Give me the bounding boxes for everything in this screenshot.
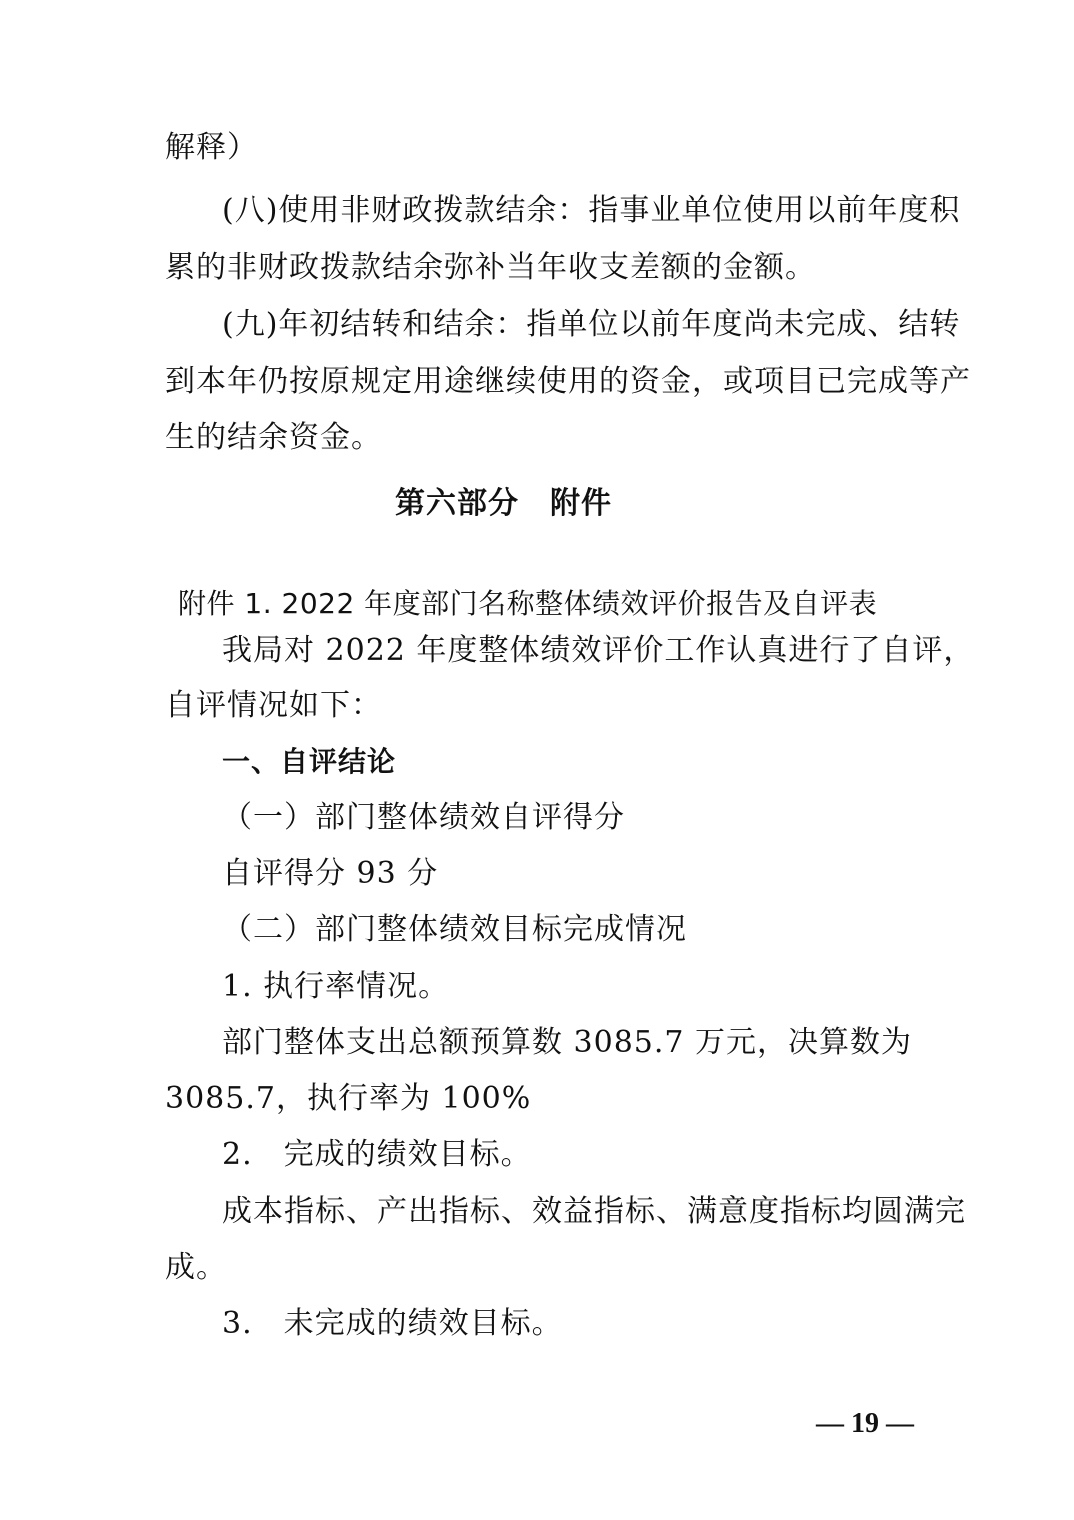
attachment-title: 附件 1. 2022 年度部门名称整体绩效评价报告及自评表 — [178, 587, 878, 620]
paragraph-line: 3. 未完成的绩效目标。 — [222, 1306, 563, 1341]
section-title: 第六部分 附件 — [395, 486, 612, 521]
paragraph-line: 1. 执行率情况。 — [222, 969, 450, 1004]
section-heading: 一、自评结论 — [222, 745, 397, 778]
paragraph-line: (八)使用非财政拨款结余：指事业单位使用以前年度积 — [222, 193, 961, 228]
page-number: — 19 — — [816, 1408, 914, 1439]
paragraph-line: （一）部门整体绩效自评得分 — [222, 800, 625, 835]
paragraph-line: 2. 完成的绩效目标。 — [222, 1137, 532, 1172]
paragraph-line: 到本年仍按原规定用途继续使用的资金，或项目已完成等产 — [165, 364, 971, 399]
paragraph-line: 成本指标、产出指标、效益指标、满意度指标均圆满完 — [222, 1194, 966, 1229]
paragraph-line: （二）部门整体绩效目标完成情况 — [222, 912, 687, 947]
paragraph-line: 生的结余资金。 — [165, 420, 382, 455]
paragraph-line: 累的非财政拨款结余弥补当年收支差额的金额。 — [165, 250, 816, 285]
paragraph-line: 自评得分 93 分 — [222, 856, 439, 891]
paragraph-line: 成。 — [165, 1250, 227, 1285]
paragraph-line: 3085.7，执行率为 100% — [165, 1081, 532, 1116]
paragraph-line: 自评情况如下： — [165, 688, 382, 723]
paragraph-line: 我局对 2022 年度整体绩效评价工作认真进行了自评， — [222, 633, 975, 668]
paragraph-line: 部门整体支出总额预算数 3085.7 万元，决算数为 — [222, 1025, 913, 1060]
paragraph-line: (九)年初结转和结余：指单位以前年度尚未完成、结转 — [222, 307, 961, 342]
paragraph-line: 解释） — [165, 130, 258, 165]
